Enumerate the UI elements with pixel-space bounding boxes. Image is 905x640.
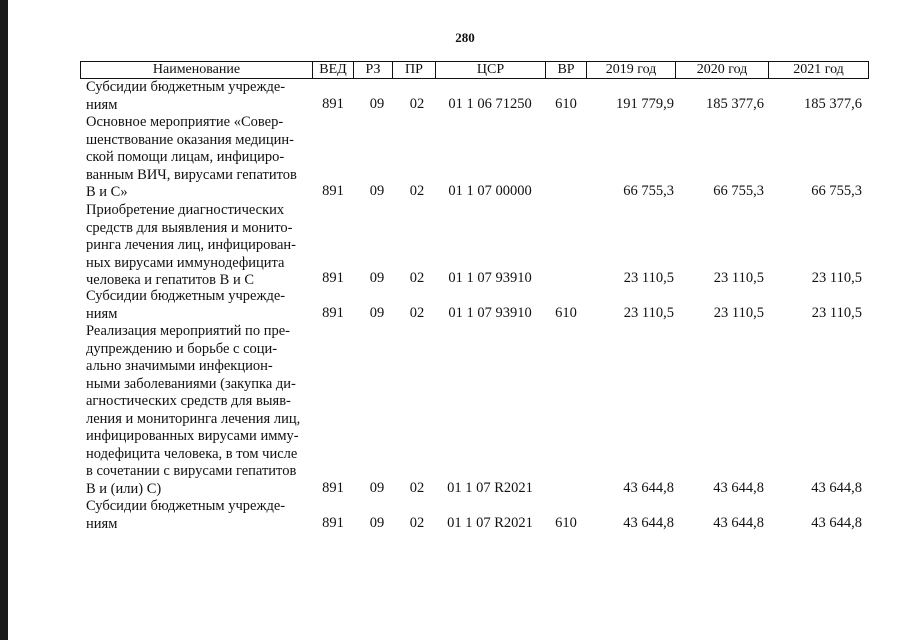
row-ved: 891	[322, 480, 344, 496]
row-rz: 09	[369, 96, 385, 112]
row-csr: 01 1 07 93910	[448, 270, 532, 286]
row-vr: 610	[555, 305, 577, 321]
row-pr: 02	[409, 96, 425, 112]
col-header-name: Наименование	[81, 62, 313, 78]
row-ved: 891	[322, 183, 344, 199]
row-ved: 891	[322, 305, 344, 321]
row-vr: 610	[555, 96, 577, 112]
row-pr: 02	[409, 305, 425, 321]
row-csr: 01 1 07 R2021	[447, 515, 533, 531]
row-csr: 01 1 07 00000	[448, 183, 532, 199]
row-pr: 02	[409, 270, 425, 286]
row-name: Реализация мероприятий по пре- дупреждению и борьбе с соци- ально значимыми инфекцион- ными заболеваниями (закупка ди- агностических средств для выяв- ления и мониторинга лечения лиц, инфицированных вирусами имму- нодефицита человека, в том числе в сочетании с вирусами гепатитов В и (или) С)	[86, 323, 301, 497]
row-2019: 66 755,3	[623, 183, 674, 199]
row-2019: 43 644,8	[623, 480, 674, 496]
row-2020: 43 644,8	[713, 515, 764, 531]
row-2019: 43 644,8	[623, 515, 674, 531]
page-edge-bar	[0, 0, 8, 640]
row-pr: 02	[409, 183, 425, 199]
row-2020: 23 110,5	[713, 270, 764, 286]
row-2021: 23 110,5	[811, 270, 862, 286]
row-2020: 23 110,5	[713, 305, 764, 321]
row-rz: 09	[369, 515, 385, 531]
row-name: Субсидии бюджетным учрежде- ниям	[86, 79, 286, 113]
col-header-csr: ЦСР	[436, 62, 546, 78]
row-2019: 23 110,5	[623, 270, 674, 286]
row-rz: 09	[369, 183, 385, 199]
row-2020: 66 755,3	[713, 183, 764, 199]
col-header-2020: 2020 год	[676, 62, 769, 78]
col-header-vr: ВР	[546, 62, 587, 78]
row-csr: 01 1 07 93910	[448, 305, 532, 321]
col-header-pr: ПР	[393, 62, 436, 78]
col-header-2021: 2021 год	[793, 62, 844, 77]
row-csr: 01 1 06 71250	[448, 96, 532, 112]
row-2020: 43 644,8	[713, 480, 764, 496]
row-ved: 891	[322, 96, 344, 112]
row-csr: 01 1 07 R2021	[447, 480, 533, 496]
row-vr	[548, 182, 584, 200]
row-vr	[548, 269, 584, 287]
row-ved: 891	[322, 270, 344, 286]
row-rz: 09	[369, 480, 385, 496]
col-header-ved: ВЕД	[313, 62, 354, 78]
row-vr	[548, 479, 584, 497]
row-2019: 23 110,5	[623, 305, 674, 321]
row-2019: 191 779,9	[616, 96, 674, 112]
row-2021: 185 377,6	[804, 96, 862, 112]
row-name: Приобретение диагностических средств для выявления и монито- ринга лечения лиц, инфицирован- ных вирусами иммунодефицита человека и гепатитов В и С	[86, 202, 297, 288]
row-rz: 09	[369, 270, 385, 286]
row-name: Субсидии бюджетным учрежде- ниям	[86, 498, 286, 532]
row-rz: 09	[369, 305, 385, 321]
row-pr: 02	[409, 480, 425, 496]
row-2021: 23 110,5	[811, 305, 862, 321]
row-name: Основное мероприятие «Совер- шенствование оказания медицин- ской помощи лицам, инфициро- ванным ВИЧ, вирусами гепатитов В и С»	[86, 114, 297, 200]
row-2020: 185 377,6	[706, 96, 764, 112]
table-header	[80, 61, 869, 79]
row-2021: 43 644,8	[811, 515, 862, 531]
row-ved: 891	[322, 515, 344, 531]
row-2021: 43 644,8	[811, 480, 862, 496]
row-2021: 66 755,3	[811, 183, 862, 199]
col-header-rz: РЗ	[354, 62, 393, 78]
col-header-2019: 2019 год	[587, 62, 676, 78]
page-number: 280	[455, 30, 475, 45]
row-pr: 02	[409, 515, 425, 531]
row-name: Субсидии бюджетным учрежде- ниям	[86, 288, 286, 322]
row-vr: 610	[555, 515, 577, 531]
